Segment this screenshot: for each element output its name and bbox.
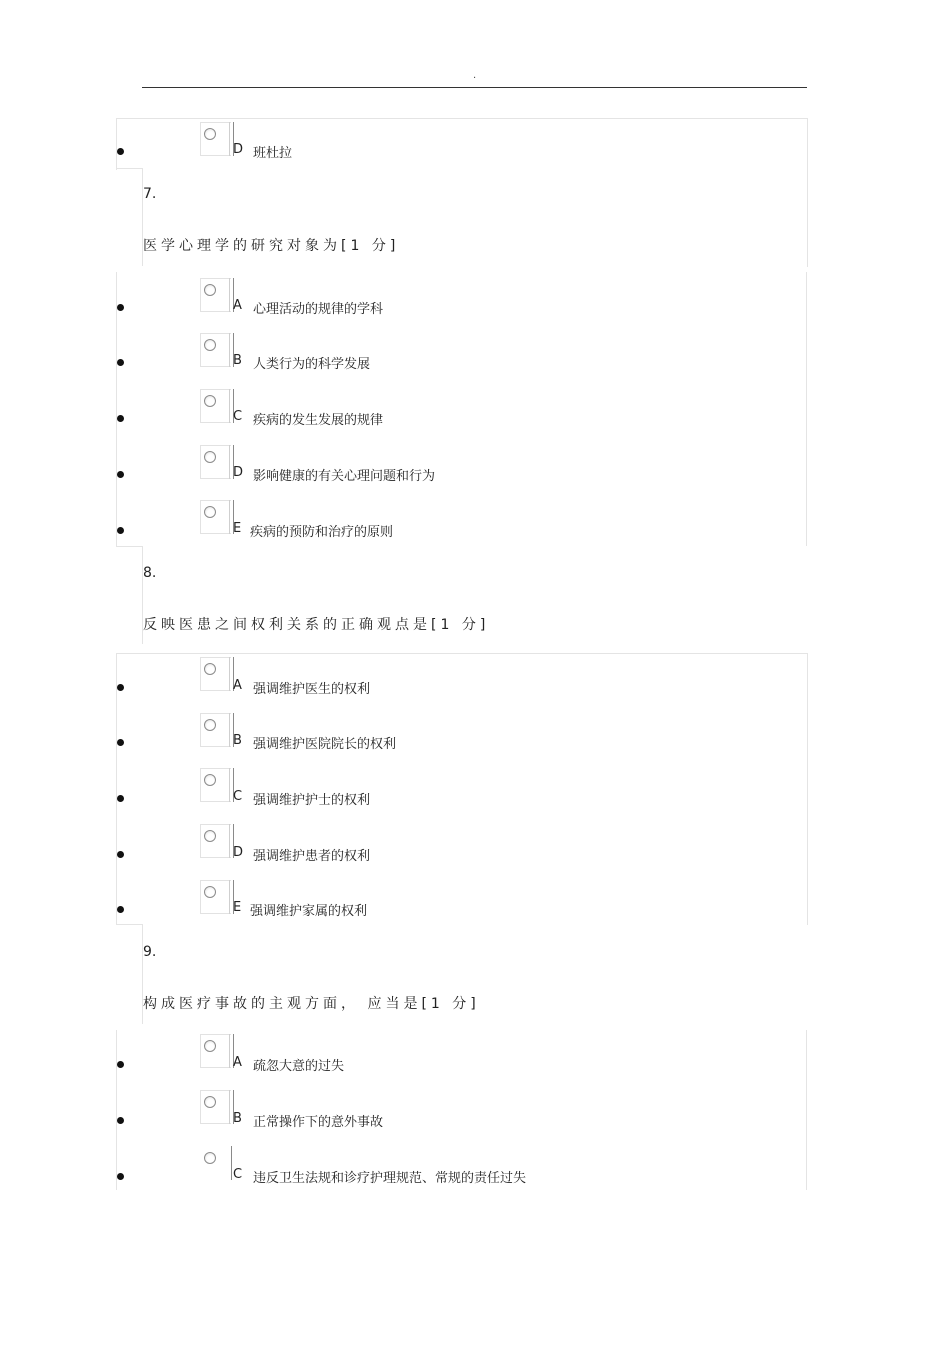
option-bullet [117,304,124,311]
header-rule [142,87,807,88]
option-text: 疏忽大意的过失 [253,1059,345,1074]
radio-circle-icon [204,774,216,786]
option-bullet [117,359,124,366]
question-number: 7. [143,186,157,202]
radio-circle-icon [204,663,216,675]
radio-q7-e[interactable] [200,500,234,534]
radio-q7-d[interactable] [200,445,234,479]
option-bullet [117,415,124,422]
option-letter: A [233,298,242,313]
radio-circle-icon [204,451,216,463]
question-number: 9. [143,944,157,960]
radio-circle-icon [204,1096,216,1108]
option-text: 强调维护医院院长的权利 [253,737,397,752]
radio-q7-a[interactable] [200,278,234,312]
radio-q8-a[interactable] [200,657,234,691]
radio-circle-icon [204,284,216,296]
option-text: 疾病的发生发展的规律 [253,413,384,428]
option-text: 强调维护护士的权利 [253,793,371,808]
radio-circle-icon [204,719,216,731]
option-letter: D [233,465,244,480]
option-bullet [117,471,124,478]
radio-circle-icon [204,506,216,518]
option-letter: D [233,845,244,860]
option-letter: B [233,353,242,368]
option-text: 强调维护家属的权利 [250,904,368,919]
question-text: 医学心理学的研究对象为[1 分] [143,238,400,254]
option-bullet [117,527,124,534]
option-letter: A [233,678,242,693]
option-bullet [117,1173,124,1180]
option-letter: A [233,1055,242,1070]
option-bullet [117,1061,124,1068]
option-text: 影响健康的有关心理问题和行为 [253,469,436,484]
option-bullet [117,795,124,802]
radio-q8-d[interactable] [200,824,234,858]
radio-circle-icon [204,1040,216,1052]
option-text: 疾病的预防和治疗的原则 [250,525,394,540]
option-text: 违反卫生法规和诊疗护理规范、常规的责任过失 [253,1171,527,1186]
option-letter: C [233,789,243,804]
radio-circle-icon [204,339,216,351]
radio-circle-icon [204,128,216,140]
option-bullet [117,739,124,746]
option-text: 强调维护患者的权利 [253,849,371,864]
radio-q9-c[interactable] [200,1146,234,1180]
option-bullet [117,148,124,155]
radio-circle-icon [204,395,216,407]
radio-q7-c[interactable] [200,389,234,423]
option-bullet [117,906,124,913]
radio-q8-b[interactable] [200,713,234,747]
option-text: 强调维护医生的权利 [253,682,371,697]
option-letter: C [233,409,243,424]
radio-circle-icon [204,1152,216,1164]
option-letter: D [233,142,244,157]
radio-q9-b[interactable] [200,1090,234,1124]
option-text: 人类行为的科学发展 [253,357,371,372]
question-text: 反映医患之间权利关系的正确观点是[1 分] [143,617,490,633]
option-text: 正常操作下的意外事故 [253,1115,384,1130]
radio-q8-e[interactable] [200,880,234,914]
question-text: 构成医疗事故的主观方面， 应当是[1 分] [143,996,480,1012]
radio-circle-icon [204,886,216,898]
radio-q8-c[interactable] [200,768,234,802]
question-number: 8. [143,565,157,581]
option-bullet [117,684,124,691]
radio-circle-icon [204,830,216,842]
header-mark: . [473,70,477,81]
option-text: 班杜拉 [253,146,293,161]
option-letter: E [233,900,242,915]
radio-q9-a[interactable] [200,1034,234,1068]
option-letter: C [233,1167,243,1182]
option-letter: E [233,521,242,536]
option-text: 心理活动的规律的学科 [253,302,384,317]
option-letter: B [233,733,242,748]
option-bullet [117,1117,124,1124]
radio-q7-b[interactable] [200,333,234,367]
radio-q6-d[interactable] [200,122,234,156]
option-letter: B [233,1111,242,1126]
option-bullet [117,851,124,858]
